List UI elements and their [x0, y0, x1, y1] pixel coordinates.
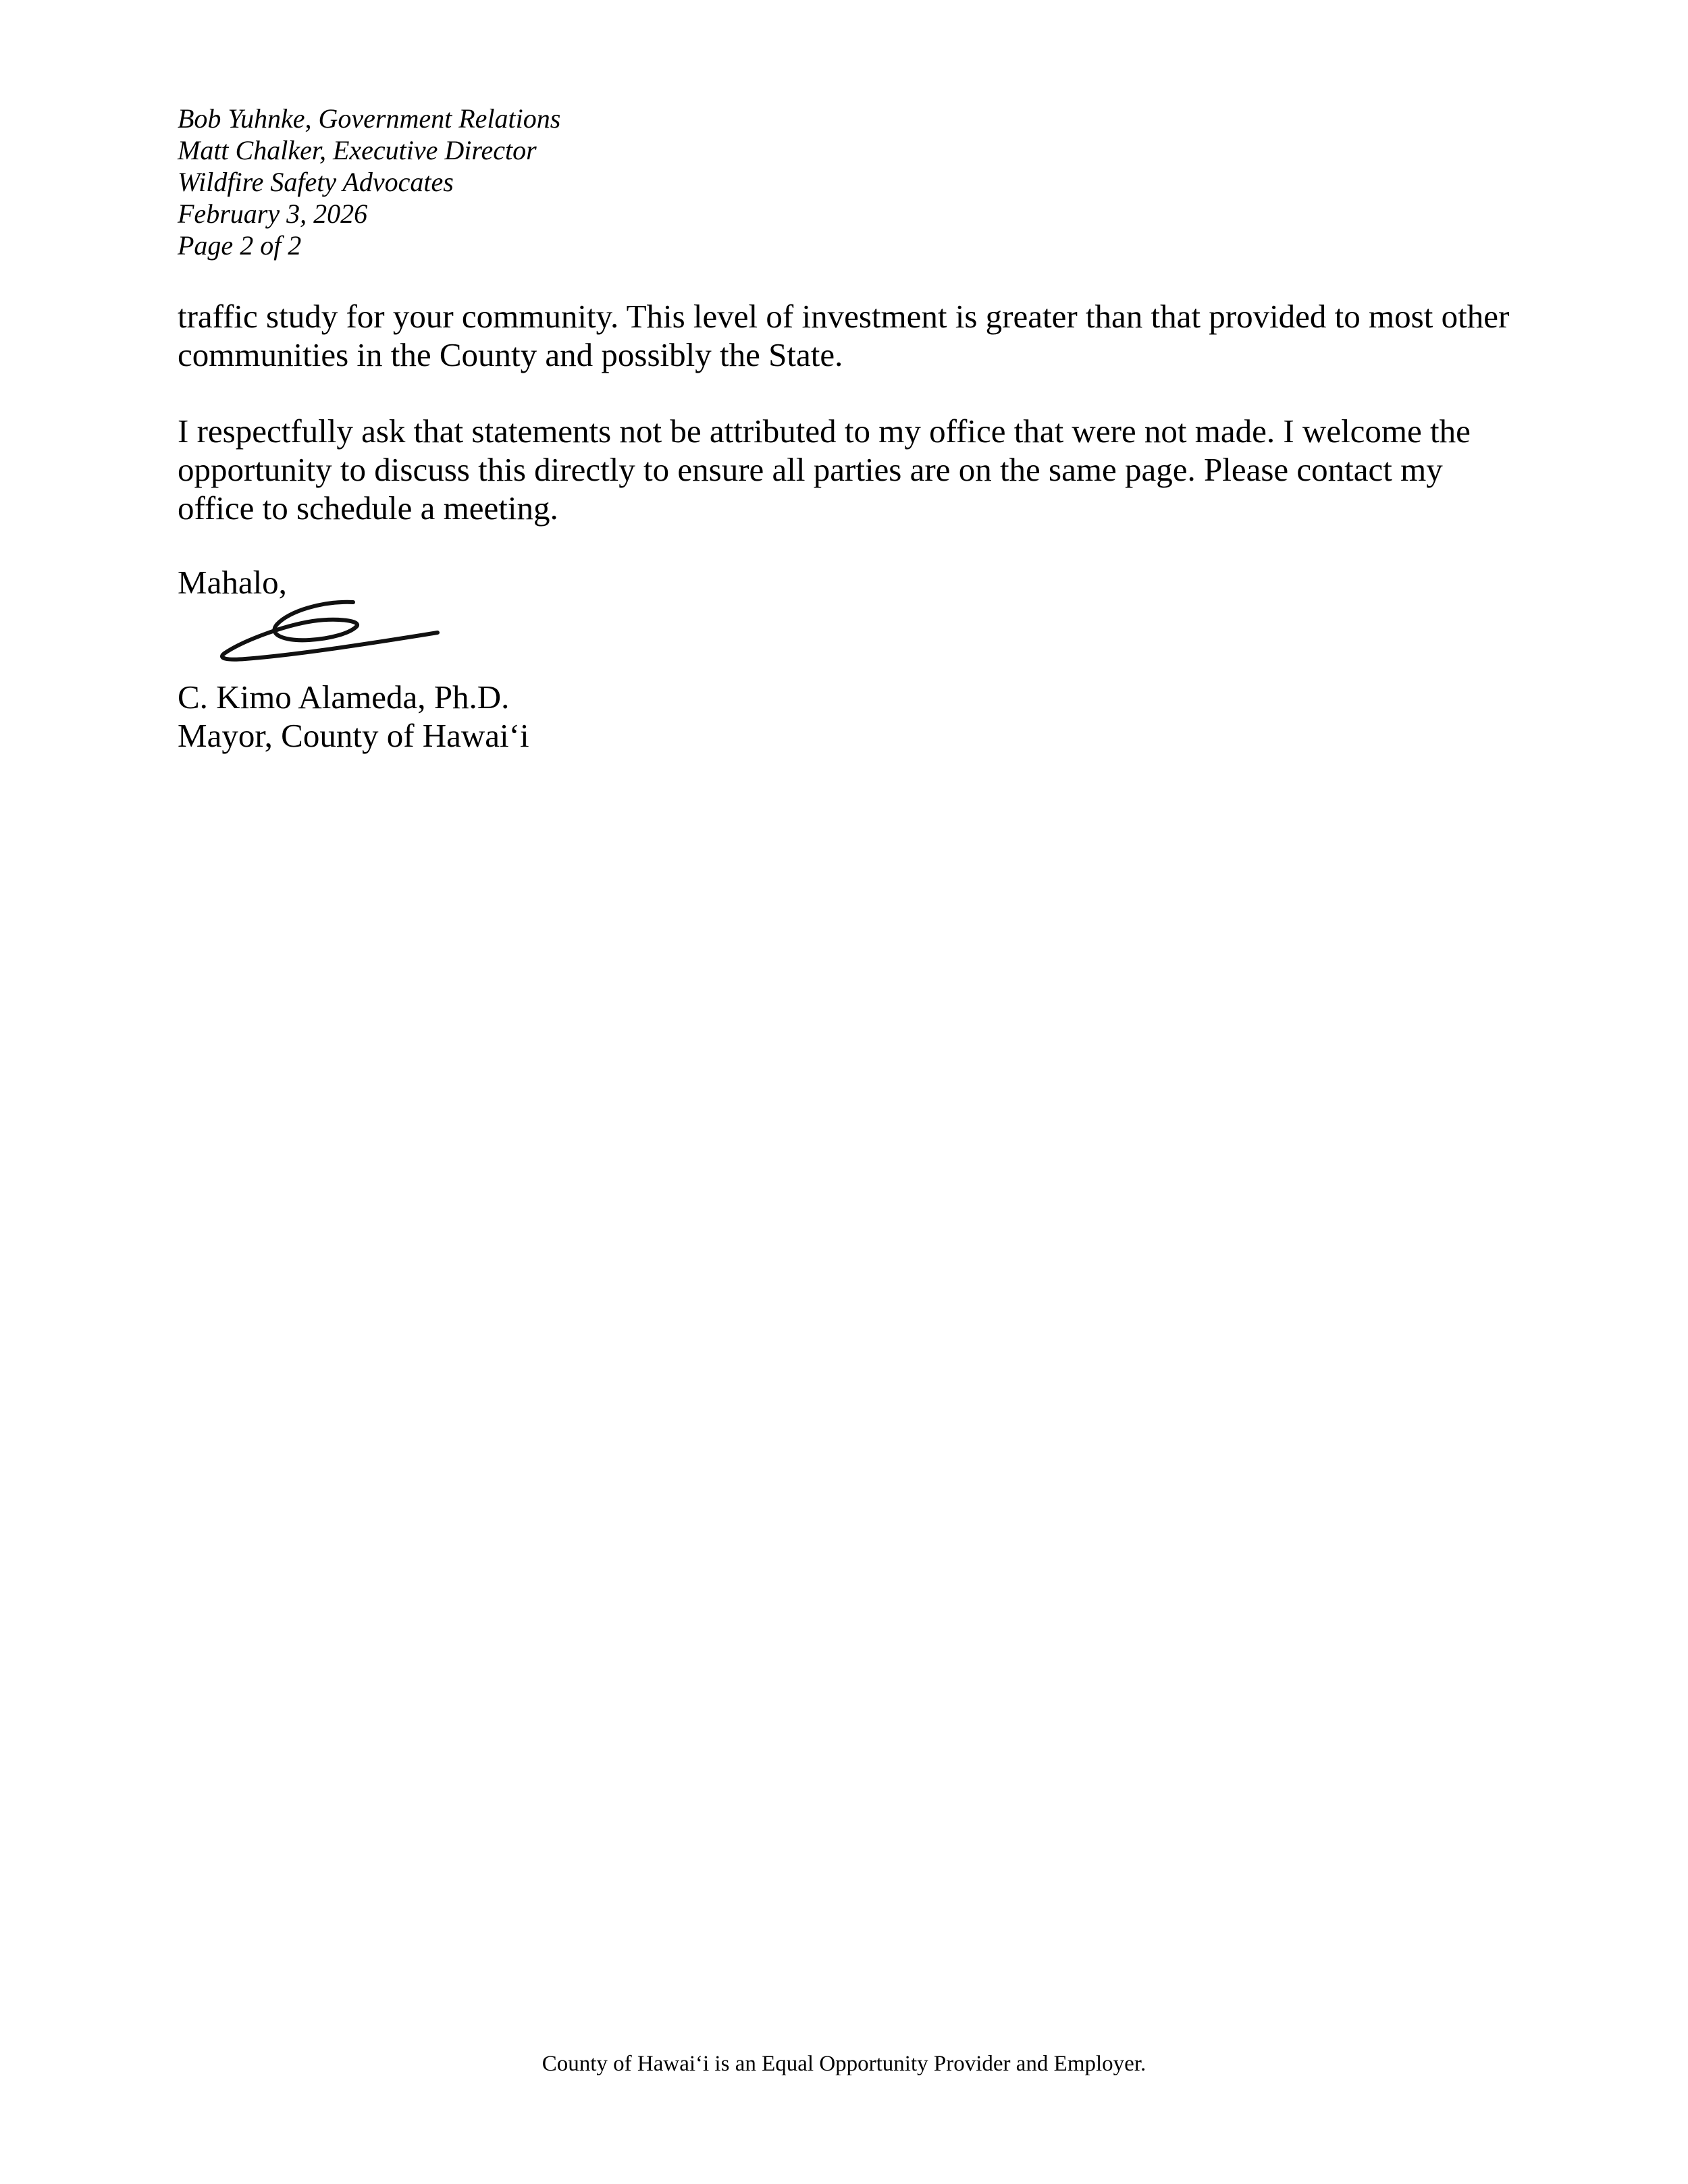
- signatory-name: C. Kimo Alameda, Ph.D.: [178, 678, 510, 716]
- body-paragraph-2: I respectfully ask that statements not be attributed to my office that were not made. I welcome the opportunity to discuss this directly to ensure all parties are on the same page. Please contact my office to schedule a meeting.: [178, 412, 1471, 527]
- letter-date: February 3, 2026: [178, 198, 368, 229]
- signature-block: [178, 678, 529, 755]
- recipient-line-2: Matt Chalker, Executive Director: [178, 135, 537, 165]
- handwritten-signature: [215, 587, 458, 682]
- page-footer: County of Hawaiʻi is an Equal Opportunity Provider and Employer.: [542, 2052, 1146, 2076]
- signatory-title: Mayor, County of Hawaiʻi: [178, 717, 529, 754]
- letter-header: [178, 103, 1123, 261]
- body-paragraph-1: traffic study for your community. This level of investment is greater than that provided to most other communities in the County and possibly the State.: [178, 298, 1510, 373]
- recipient-line-1: Bob Yuhnke, Government Relations: [178, 103, 561, 134]
- page-number: Page 2 of 2: [178, 230, 302, 261]
- recipient-organization: Wildfire Safety Advocates: [178, 167, 454, 197]
- letter-body: [178, 297, 1514, 565]
- closing-salutation: Mahalo,: [178, 564, 287, 601]
